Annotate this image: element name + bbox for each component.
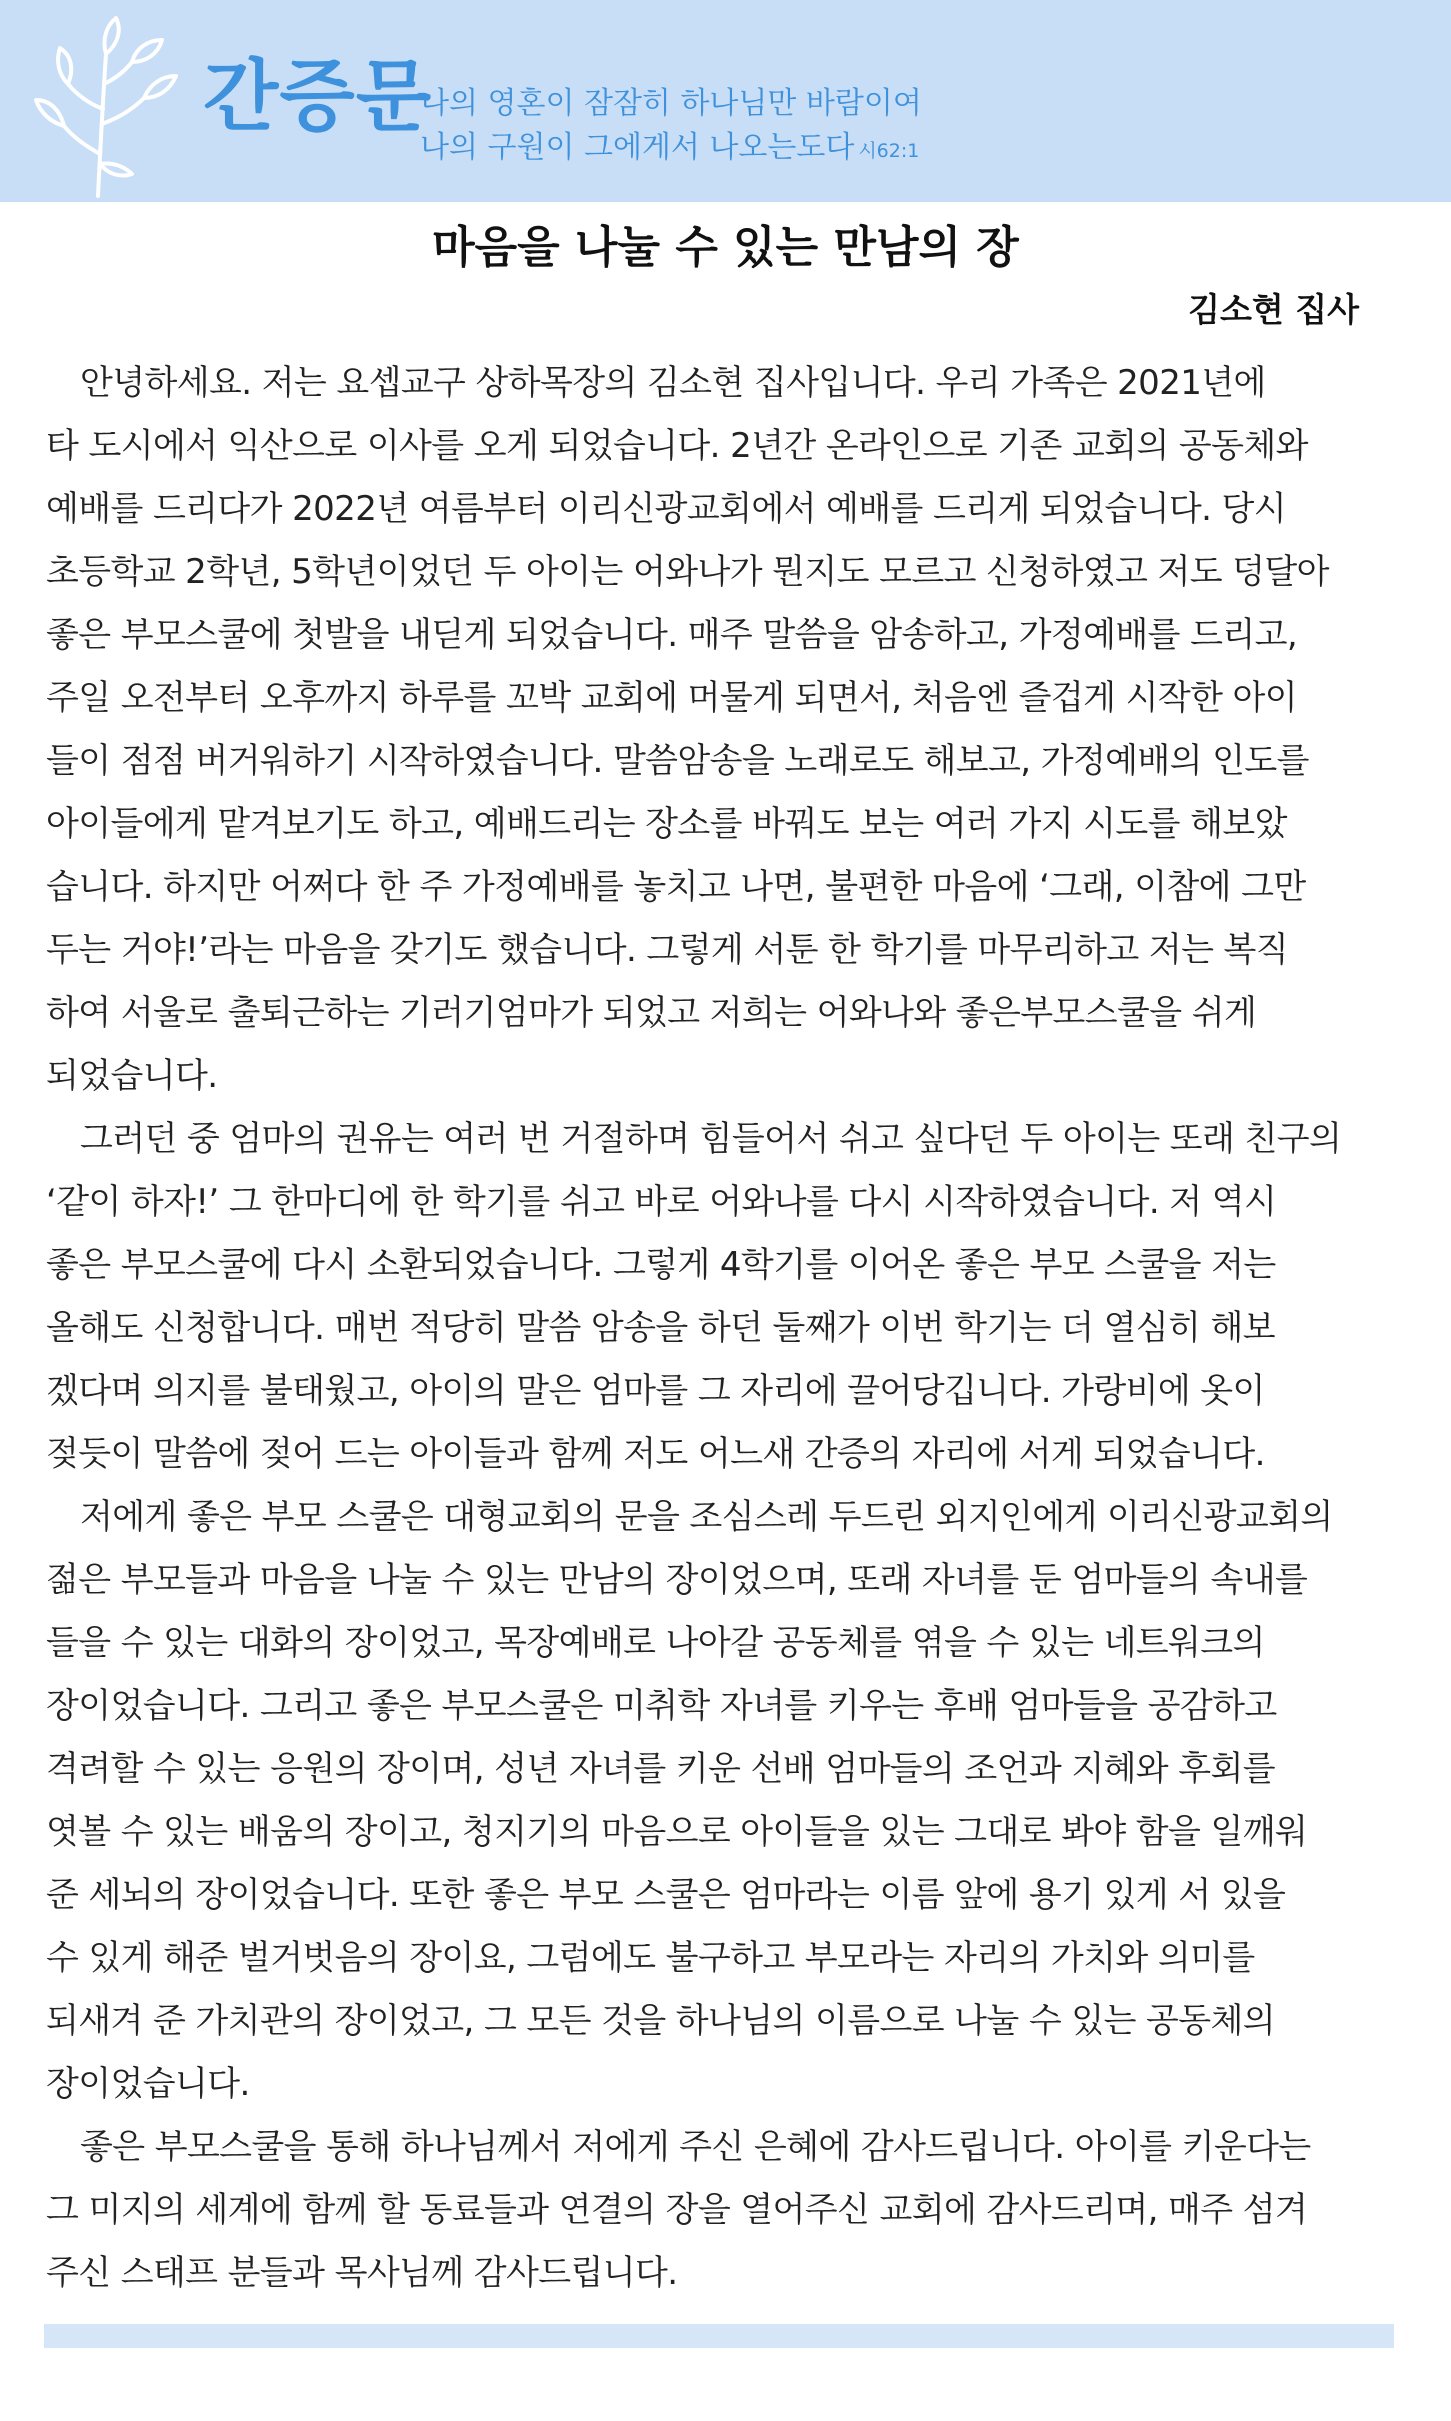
article-title: 마음을 나눌 수 있는 만남의 장 xyxy=(432,222,1019,273)
paragraph-line: 들이 점점 버거워하기 시작하였습니다. 말씀암송을 노래로도 해보고, 가정예배의 인도를 xyxy=(46,741,1309,781)
verse-line-2-text: 나의 구원이 그에게서 나오는도다 xyxy=(420,130,855,165)
paragraph-line: 주일 오전부터 오후까지 하루를 꼬박 교회에 머물게 되면서, 처음엔 즐겁게 시작한 아이 xyxy=(46,678,1298,718)
paragraph-line: 격려할 수 있는 응원의 장이며, 성년 자녀를 키운 선배 엄마들의 조언과 지혜와 후회를 xyxy=(46,1749,1275,1789)
paragraph-line: 습니다. 하지만 어쩌다 한 주 가정예배를 놓치고 나면, 불편한 마음에 ‘그래, 이참에 그만 xyxy=(46,867,1306,907)
paragraph-line: 초등학교 2학년, 5학년이었던 두 아이는 어와나가 뭔지도 모르고 신청하였고 저도 덩달아 xyxy=(46,552,1329,592)
verse-line-1: 나의 영혼이 잠잠히 하나님만 바람이여 xyxy=(420,86,922,121)
paragraph-line: 두는 거야!’라는 마음을 갖기도 했습니다. 그렇게 서툰 한 학기를 마무리하고 저는 복직 xyxy=(46,930,1289,970)
paragraph-line: 엿볼 수 있는 배움의 장이고, 청지기의 마음으로 아이들을 있는 그대로 봐야 함을 일깨워 xyxy=(46,1812,1308,1852)
article-author: 김소현 집사 xyxy=(1188,290,1359,329)
paragraph-line: 되었습니다. xyxy=(46,1056,218,1096)
verse-reference: 시62:1 xyxy=(858,140,920,162)
header-banner xyxy=(0,0,1451,202)
paragraph-line: 젊은 부모들과 마음을 나눌 수 있는 만남의 장이었으며, 또래 자녀를 둔 엄마들의 속내를 xyxy=(46,1560,1308,1600)
paragraph-line: 수 있게 해준 벌거벗음의 장이요, 그럼에도 불구하고 부모라는 자리의 가치와 의미를 xyxy=(46,1938,1255,1978)
paragraph-line: 예배를 드리다가 2022년 여름부터 이리신광교회에서 예배를 드리게 되었습니다. 당시 xyxy=(46,489,1287,529)
paragraph-line: 장이었습니다. xyxy=(46,2064,250,2104)
paragraph-line: 안녕하세요. 저는 요셉교구 상하목장의 김소현 집사입니다. 우리 가족은 2021년에 xyxy=(80,363,1266,403)
paragraph-line: 겠다며 의지를 불태웠고, 아이의 말은 엄마를 그 자리에 끌어당깁니다. 가랑비에 옷이 xyxy=(46,1371,1265,1411)
footer-bar xyxy=(44,2324,1394,2348)
paragraph-line: 좋은 부모스쿨에 다시 소환되었습니다. 그렇게 4학기를 이어온 좋은 부모 스쿨을 저는 xyxy=(46,1245,1276,1285)
header-title: 간증문 xyxy=(203,52,433,142)
paragraph-line: 되새겨 준 가치관의 장이었고, 그 모든 것을 하나님의 이름으로 나눌 수 있는 공동체의 xyxy=(46,2001,1275,2041)
paragraph-line: 준 세뇌의 장이었습니다. 또한 좋은 부모 스쿨은 엄마라는 이름 앞에 용기 있게 서 있을 xyxy=(46,1875,1286,1915)
paragraph-line: 타 도시에서 익산으로 이사를 오게 되었습니다. 2년간 온라인으로 기존 교회의 공동체와 xyxy=(46,426,1308,466)
paragraph-line: ‘같이 하자!’ 그 한마디에 한 학기를 쉬고 바로 어와나를 다시 시작하였습니다. 저 역시 xyxy=(46,1182,1277,1222)
paragraph-line: 저에게 좋은 부모 스쿨은 대형교회의 문을 조심스레 두드린 외지인에게 이리신광교회의 xyxy=(80,1497,1333,1537)
paragraph-line: 좋은 부모스쿨에 첫발을 내딛게 되었습니다. 매주 말씀을 암송하고, 가정예배를 드리고, xyxy=(46,615,1298,655)
verse-line-2 xyxy=(420,126,922,173)
paragraph-line: 아이들에게 맡겨보기도 하고, 예배드리는 장소를 바꿔도 보는 여러 가지 시도를 해보았 xyxy=(46,804,1287,844)
header-verse xyxy=(420,82,922,173)
paragraph-line: 그 미지의 세계에 함께 할 동료들과 연결의 장을 열어주신 교회에 감사드리며, 매주 섬겨 xyxy=(46,2190,1308,2230)
article-body xyxy=(46,352,1400,2305)
paragraph-line: 주신 스태프 분들과 목사님께 감사드립니다. xyxy=(46,2253,678,2293)
paragraph-line: 좋은 부모스쿨을 통해 하나님께서 저에게 주신 은혜에 감사드립니다. 아이를 키운다는 xyxy=(80,2127,1311,2167)
paragraph-line: 올해도 신청합니다. 매번 적당히 말씀 암송을 하던 둘째가 이번 학기는 더 열심히 해보 xyxy=(46,1308,1275,1348)
paragraph-line: 장이었습니다. 그리고 좋은 부모스쿨은 미취학 자녀를 키우는 후배 엄마들을 공감하고 xyxy=(46,1686,1277,1726)
paragraph-line: 그러던 중 엄마의 권유는 여러 번 거절하며 힘들어서 쉬고 싶다던 두 아이는 또래 친구의 xyxy=(80,1119,1342,1159)
paragraph-line: 젖듯이 말씀에 젖어 드는 아이들과 함께 저도 어느새 간증의 자리에 서게 되었습니다. xyxy=(46,1434,1265,1474)
paragraph-line: 들을 수 있는 대화의 장이었고, 목장예배로 나아갈 공동체를 엮을 수 있는 네트워크의 xyxy=(46,1623,1265,1663)
paragraph-line: 하여 서울로 출퇴근하는 기러기엄마가 되었고 저희는 어와나와 좋은부모스쿨을 쉬게 xyxy=(46,993,1257,1033)
leaf-branch-icon xyxy=(28,14,178,198)
